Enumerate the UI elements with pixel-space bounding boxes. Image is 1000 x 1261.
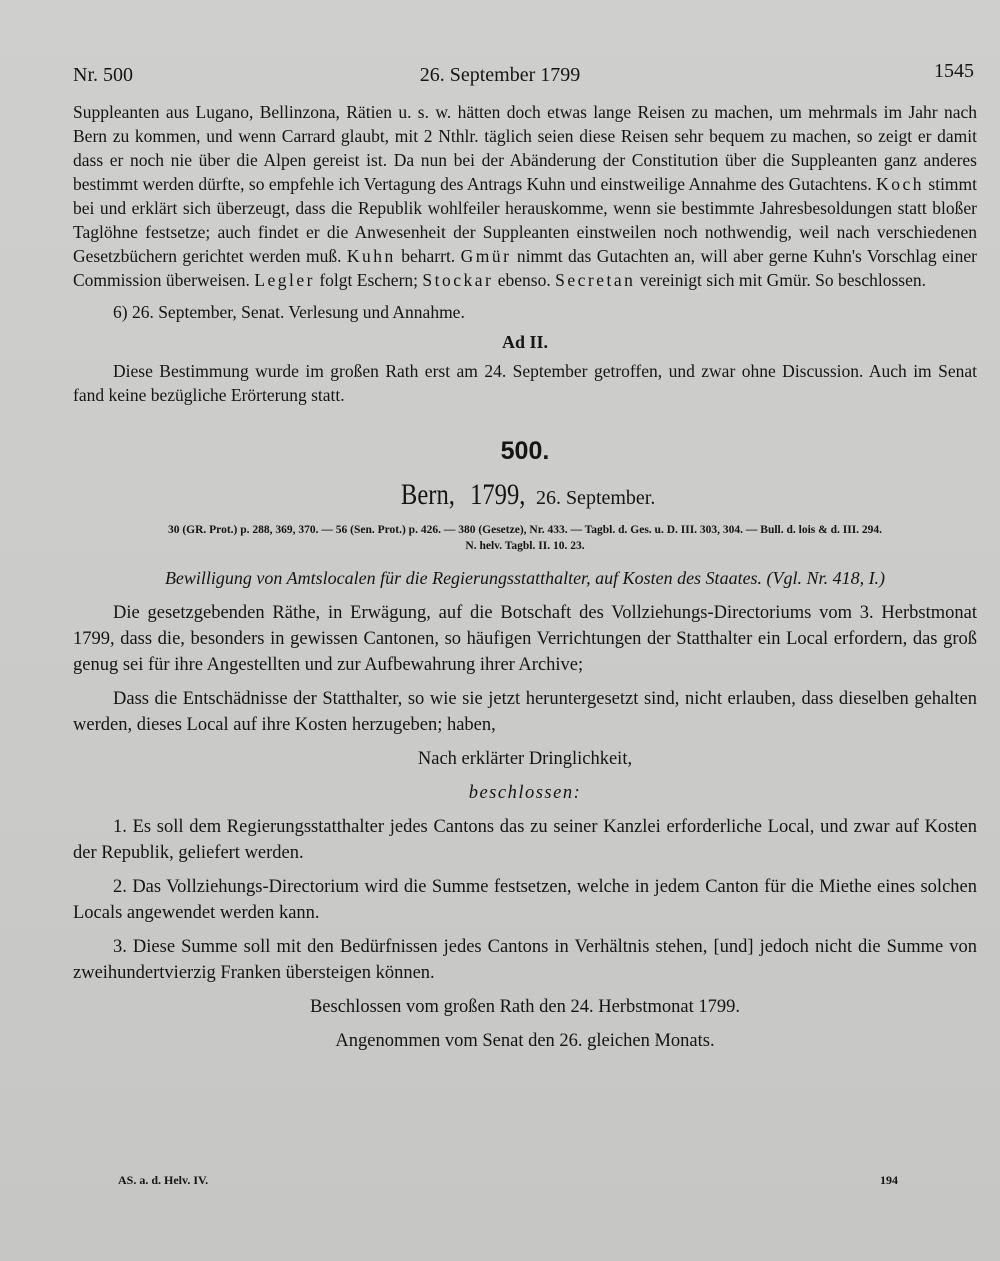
header-page-number: 1545 — [934, 60, 974, 82]
header-doc-number: Nr. 500 — [73, 64, 133, 86]
closing-great-council: Beschlossen vom großen Rath den 24. Herbstmonat 1799. — [309, 997, 741, 1017]
speaker-kuhn: Kuhn — [346, 246, 396, 266]
city: Bern, — [400, 478, 455, 511]
article-2: 2. Das Vollziehungs-Directorium wird die Summe festsetzen, welche in jedem Canton für die Miethe eines solchen Locals angewendet werden kann. — [73, 877, 977, 923]
preamble-1: Die gesetzgebenden Räthe, in Erwägung, auf die Botschaft des Vollziehungs-Directoriums vom 3. Herbstmonat 1799, dass die, besonders in gewissen Cantonen, so häufigen Verrichtungen der Statthalter ein Local erfordern, das groß genug sei für ihre Angestellten und zur Aufbewahrung ihrer Archive; — [73, 603, 977, 675]
continued-paragraph: Suppleanten aus Lugano, Bellinzona, Rätien u. s. w. hätten doch etwas lange Reisen zu machen, um mehrmals im Jahr nach Bern zu kommen, und wenn Carrard glaubt, mit 2 Nthlr. täglich seien diese Reisen sehr bequem zu machen, so zeigt er damit dass er noch nie über die Alpen gereist ist. Da nun bei der Abänderung der Constitution über die Suppleanten ganz anderes bestimmt werden dürfte, so empfehle ich Vertagung des Antrags Kuhn und einstweilige Annahme des Gutachtens. Koch stimmt bei und erklärt sich überzeugt, dass die Republik wohlfeiler herauskomme, wenn sie bestimmte Jahresbesoldungen statt bloßer Taglöhne festsetze; auch findet er die Anwesenheit der Suppleanten einstweilen noch nothwendig, weil nach verschiedenen Gesetzbüchern gerichtet werden muß. Kuhn beharrt. Gmür nimmt das Gutachten an, will aber gerne Kuhn's Vorschlag einer Commission überweisen. Legler folgt Eschern; Stockar ebenso. Secretan vereinigt sich mit Gmür. So beschlossen. — [73, 102, 978, 290]
speaker-stockar: Stockar — [422, 270, 494, 290]
ad-text: Diese Bestimmung wurde im großen Rath erst am 24. September getroffen, und zwar ohne Discussion. Auch im Senat fand keine bezügliche Erörterung statt. — [73, 361, 977, 405]
footer-source: AS. a. d. Helv. IV. — [118, 1173, 209, 1187]
article-1: 1. Es soll dem Regierungsstatthalter jedes Cantons das zu seiner Kanzlei erforderliche Local, und zwar auf Kosten der Republik, geliefert werden. — [73, 817, 977, 863]
document-subject: Bewilligung von Amtslocalen für die Regierungsstatthalter, auf Kosten des Staates. (Vgl. Nr. 418, I.) — [164, 568, 886, 588]
source-references: 30 (GR. Prot.) p. 288, 369, 370. — 56 (Sen. Prot.) p. 426. — 380 (Gesetze), Nr. 433. — Tagbl. d. Ges. u. D. III. 303, 304. — Bull. d. lois & d. III. 294. N. helv. Tagbl. II. 10. 23. — [167, 524, 883, 552]
speaker-gmuer: Gmür — [460, 246, 512, 266]
year: 1799, — [470, 478, 526, 511]
document-number: 500. — [500, 437, 550, 465]
speaker-koch: Koch — [876, 174, 924, 194]
urgency-line: Nach erklärter Dringlichkeit, — [417, 749, 633, 769]
item-6: 6) 26. September, Senat. Verlesung und Annahme. — [113, 302, 465, 322]
place-date-line — [73, 478, 977, 512]
resolved-line: beschlossen: — [468, 783, 582, 803]
ad-heading: Ad II. — [501, 332, 549, 352]
preamble-2: Dass die Entschädnisse der Statthalter, so wie sie jetzt heruntergesetzt sind, nicht erlauben, dass dieselben gehalten werden, dieses Local auf ihre Kosten herzugeben; haben, — [73, 689, 977, 735]
article-3: 3. Diese Summe soll mit den Bedürfnissen jedes Cantons in Verhältnis stehen, [und] jedoch nicht die Summe von zweihundertvierzig Franken übersteigen können. — [73, 937, 977, 983]
page-body — [73, 100, 977, 1054]
footer-sheet-number: 194 — [880, 1173, 898, 1187]
date: 26. September. — [535, 487, 656, 509]
header-date: 26. September 1799 — [419, 64, 581, 86]
speaker-legler: Legler — [254, 270, 315, 290]
speaker-secretan: Secretan — [555, 270, 636, 290]
closing-senate: Angenommen vom Senat den 26. gleichen Monats. — [335, 1031, 715, 1051]
